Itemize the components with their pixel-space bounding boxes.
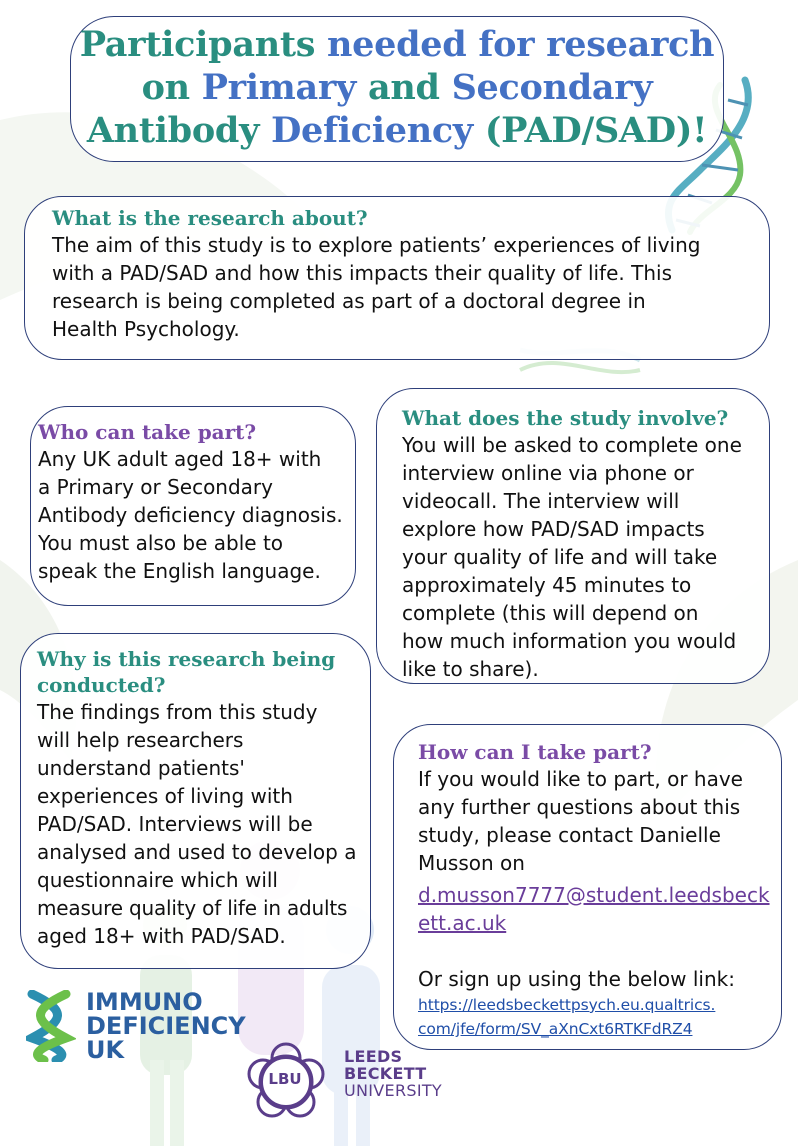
why-line: experiences of living with bbox=[37, 784, 293, 808]
involve-line: your quality of life and will take bbox=[402, 545, 718, 569]
who-can-take-part-heading: Who can take part? bbox=[38, 420, 257, 444]
leeds-beckett-logo bbox=[240, 1028, 460, 1138]
involve-line: interview online via phone or bbox=[402, 461, 694, 485]
research-about-line: The aim of this study is to explore patients’ experiences of living bbox=[52, 233, 701, 257]
why-line: aged 18+ with PAD/SAD. bbox=[37, 924, 286, 948]
research-about-line: Health Psychology. bbox=[52, 317, 240, 341]
why-research-box bbox=[20, 633, 371, 969]
dna-logo-icon bbox=[26, 990, 76, 1062]
study-involve-heading: What does the study involve? bbox=[402, 406, 729, 430]
why-line: will help researchers bbox=[37, 728, 244, 752]
spacer bbox=[418, 937, 781, 965]
how-to-take-part-heading: How can I take part? bbox=[418, 740, 652, 764]
involve-line: You will be asked to complete one bbox=[402, 433, 742, 457]
why-line: questionnaire which will bbox=[37, 868, 278, 892]
why-research-heading: conducted? bbox=[37, 673, 166, 697]
involve-line: approximately 45 minutes to bbox=[402, 573, 692, 597]
involve-line: how much information you would bbox=[402, 629, 737, 653]
who-line: Any UK adult aged 18+ with bbox=[38, 447, 322, 471]
who-line: speak the English language. bbox=[38, 559, 321, 583]
involve-line: like to share). bbox=[402, 657, 539, 681]
why-line: analysed and used to develop a bbox=[37, 840, 357, 864]
who-line: Antibody deficiency diagnosis. bbox=[38, 503, 343, 527]
why-research-heading: Why is this research being bbox=[37, 647, 336, 671]
contact-email-link[interactable]: d.musson7777@student.leedsbeck ett.ac.uk bbox=[418, 883, 770, 935]
who-line: a Primary or Secondary bbox=[38, 475, 273, 499]
why-line: understand patients' bbox=[37, 756, 245, 780]
leeds-beckett-wordmark: LEEDS BECKETT UNIVERSITY bbox=[344, 1047, 442, 1100]
how-line: study, please contact Danielle bbox=[418, 823, 721, 847]
research-about-line: with a PAD/SAD and how this impacts their quality of life. This bbox=[52, 261, 672, 285]
signup-text: Or sign up using the below link: bbox=[418, 967, 735, 991]
why-line: measure quality of life in adults bbox=[37, 896, 348, 920]
who-line: You must also be able to bbox=[38, 531, 284, 555]
title-line-2: on Primary and Secondary bbox=[141, 67, 653, 108]
who-can-take-part-box bbox=[30, 406, 356, 606]
lbu-monogram: LBU bbox=[268, 1070, 302, 1088]
immunodeficiency-uk-wordmark: IMMUNO DEFICIENCY UK bbox=[86, 988, 246, 1064]
study-involve-box bbox=[376, 388, 770, 684]
title-line-1: Participants needed for research bbox=[79, 24, 715, 65]
how-line: Musson on bbox=[418, 851, 525, 875]
signup-url-link[interactable]: https://leedsbeckettpsych.eu.qualtrics. com/jfe/form/SV_aXnCxt6RTKFdRZ4 bbox=[418, 996, 716, 1038]
title-line-3: Antibody Deficiency (PAD/SAD)! bbox=[86, 110, 708, 151]
why-line: PAD/SAD. Interviews will be bbox=[37, 812, 313, 836]
how-line: any further questions about this bbox=[418, 795, 741, 819]
how-to-take-part-box bbox=[393, 724, 782, 1050]
research-about-line: research is being completed as part of a doctoral degree in bbox=[52, 289, 646, 313]
research-about-heading: What is the research about? bbox=[52, 206, 368, 230]
involve-line: videocall. The interview will bbox=[402, 489, 680, 513]
immunodeficiency-uk-logo bbox=[26, 988, 246, 1064]
research-about-box bbox=[24, 196, 770, 360]
title-box bbox=[70, 16, 724, 162]
why-line: The findings from this study bbox=[37, 700, 318, 724]
involve-line: explore how PAD/SAD impacts bbox=[402, 517, 705, 541]
how-line: If you would like to part, or have bbox=[418, 767, 743, 791]
involve-line: complete (this will depend on bbox=[402, 601, 699, 625]
